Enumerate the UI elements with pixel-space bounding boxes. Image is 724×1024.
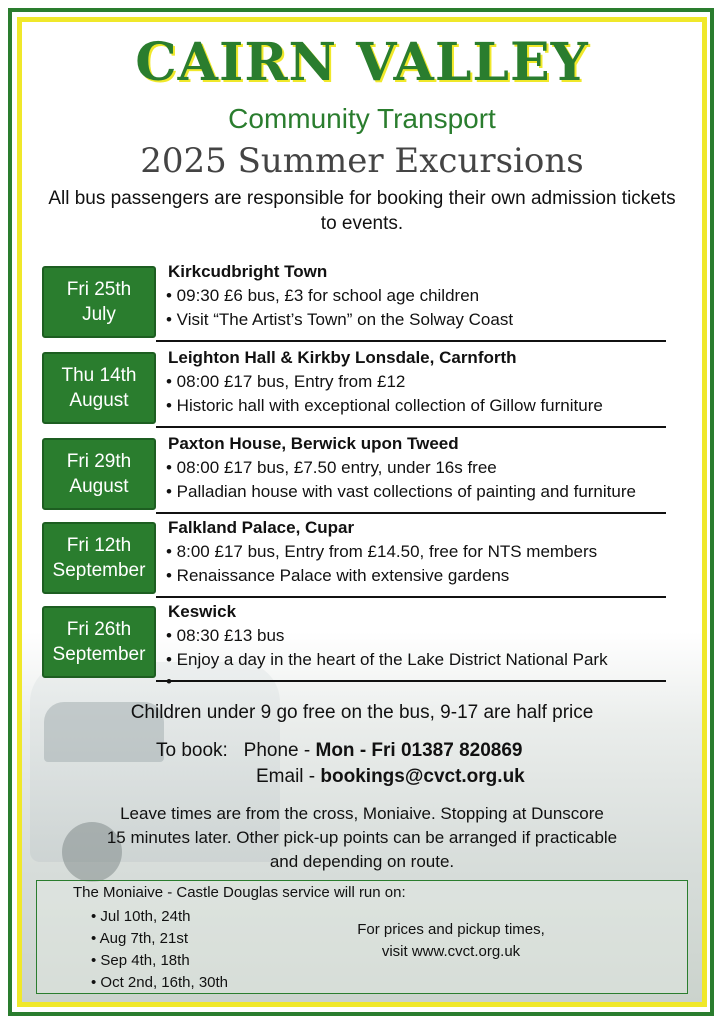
event-day: Fri 29th	[66, 451, 132, 472]
service-date: • Sep 4th, 18th	[91, 952, 190, 969]
service-note	[331, 919, 571, 963]
event-day: Thu 14th	[61, 365, 137, 386]
event-day: Fri 26th	[66, 619, 132, 640]
phone-number[interactable]: Mon - Fri 01387 820869	[315, 740, 523, 761]
event-row	[42, 518, 666, 594]
event-date-badge	[42, 352, 156, 424]
service-note-line: For prices and pickup times,	[357, 921, 545, 938]
admission-notice: All bus passengers are responsible for booking their own admission tickets to events.	[48, 188, 676, 234]
event-date-badge	[42, 438, 156, 510]
event-date-badge	[42, 606, 156, 678]
event-divider	[156, 426, 666, 428]
leave-times-line: 15 minutes later. Other pick-up points can be arranged if practicable	[106, 828, 618, 847]
event-title: Kirkcudbright Town	[168, 262, 328, 281]
event-detail: • Renaissance Palace with extensive gardens	[166, 566, 510, 585]
event-date-badge	[42, 522, 156, 594]
event-title: Leighton Hall & Kirkby Lonsdale, Carnforth	[168, 348, 517, 367]
service-date: • Jul 10th, 24th	[91, 908, 191, 925]
website-link[interactable]: visit www.cvct.org.uk	[381, 943, 521, 960]
event-title: Paxton House, Berwick upon Tweed	[168, 434, 459, 453]
event-divider	[156, 680, 666, 682]
event-day: Fri 25th	[66, 279, 132, 300]
service-title: The Moniaive - Castle Douglas service will run on:	[73, 884, 406, 901]
event-detail	[166, 672, 172, 692]
season-heading: 2025 Summer Excursions	[140, 141, 584, 181]
event-row	[42, 262, 666, 338]
event-detail: • 09:30 £6 bus, £3 for school age children	[166, 286, 480, 305]
event-detail: • 08:00 £17 bus, Entry from £12	[166, 372, 406, 391]
email-label: Email -	[256, 766, 316, 787]
event-detail: • 08:30 £13 bus	[166, 626, 285, 645]
booking-label: To book:	[156, 740, 228, 761]
event-row	[42, 602, 666, 678]
event-detail: • Visit “The Artist’s Town” on the Solway Coast	[166, 310, 514, 329]
event-month: September	[52, 560, 146, 581]
service-info-box	[36, 880, 688, 994]
booking-phone	[156, 740, 523, 762]
event-divider	[156, 596, 666, 598]
event-detail: • Enjoy a day in the heart of the Lake District National Park	[166, 650, 608, 669]
event-month: August	[69, 390, 129, 411]
email-address[interactable]: bookings@cvct.org.uk	[320, 766, 525, 787]
phone-label: Phone -	[243, 740, 311, 761]
event-divider	[156, 340, 666, 342]
event-month: August	[69, 476, 129, 497]
event-row	[42, 348, 666, 424]
event-title: Keswick	[168, 602, 237, 621]
event-row	[42, 434, 666, 510]
event-month: September	[52, 644, 146, 665]
leave-times-line: and depending on route.	[269, 852, 455, 871]
poster-subtitle: Community Transport	[228, 103, 496, 134]
booking-email	[256, 766, 525, 788]
poster-title: CAIRN VALLEY	[135, 32, 589, 93]
event-divider	[156, 512, 666, 514]
event-detail: • 8:00 £17 bus, Entry from £14.50, free for NTS members	[166, 542, 598, 561]
fare-info: Children under 9 go free on the bus, 9-17 are half price	[130, 702, 594, 723]
event-date-badge	[42, 266, 156, 338]
service-date: • Aug 7th, 21st	[91, 930, 188, 947]
service-date: • Oct 2nd, 16th, 30th	[91, 974, 229, 991]
event-detail: • 08:00 £17 bus, £7.50 entry, under 16s free	[166, 458, 497, 477]
leave-times-line: Leave times are from the cross, Moniaive. Stopping at Dunscore	[120, 804, 604, 823]
event-title: Falkland Palace, Cupar	[168, 518, 355, 537]
event-detail: • Palladian house with vast collections of painting and furniture	[166, 482, 636, 501]
event-detail: • Historic hall with exceptional collection of Gillow furniture	[166, 396, 603, 415]
event-day: Fri 12th	[66, 535, 132, 556]
service-dates-list	[91, 906, 228, 994]
event-month: July	[82, 304, 116, 325]
